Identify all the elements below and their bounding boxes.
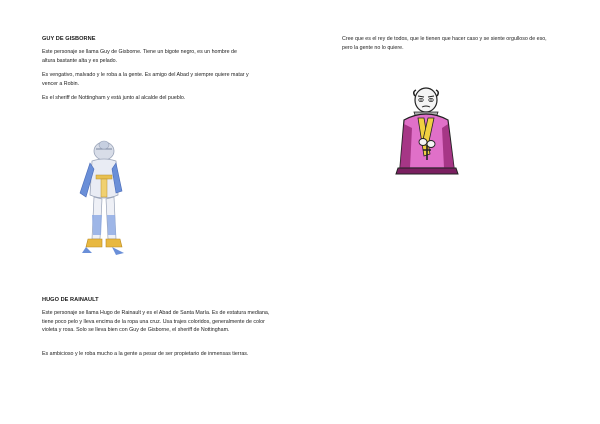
guy-heading: GUY DE GISBORNE xyxy=(42,36,96,42)
knight-drawing xyxy=(68,135,132,267)
hugo-heading: HUGO DE RAINAULT xyxy=(42,297,99,303)
hugo-paragraph-2: Es ambicioso y le roba mucho a la gente a pesar de ser propietario de inmensas tierras. xyxy=(42,351,249,357)
guy-paragraph-1: Este personaje se llama Guy de Gisborne. Tiene un bigote negro, es un hombre de altura bastante alta y es pelado. xyxy=(42,49,237,64)
guy-paragraph-3: Es el sheriff de Nottingham y está junto al alcalde del pueblo. xyxy=(42,95,186,101)
right-paragraph: Cree que es el rey de todos, que le tienen que hacer caso y se siente orgulloso de eso, pero la gente no lo quiere. xyxy=(342,36,547,51)
hugo-paragraph-1: Este personaje se llama Hugo de Rainault y es el Abad de Santa María. Es de estatura mediana, tiene poco pelo y lleva encima de la ropa una cruz. Usa trajes coloridos, generalmente de color violeta y rosa. Solo se lleva bien con Guy de Gisborne, el sheriff de Nottingham. xyxy=(42,310,270,334)
guy-paragraph-2: Es vengativo, malvado y le roba a la gente. Es amigo del Abad y siempre quiere matar y vencer a Robin. xyxy=(42,72,249,87)
abbot-drawing xyxy=(392,84,462,180)
